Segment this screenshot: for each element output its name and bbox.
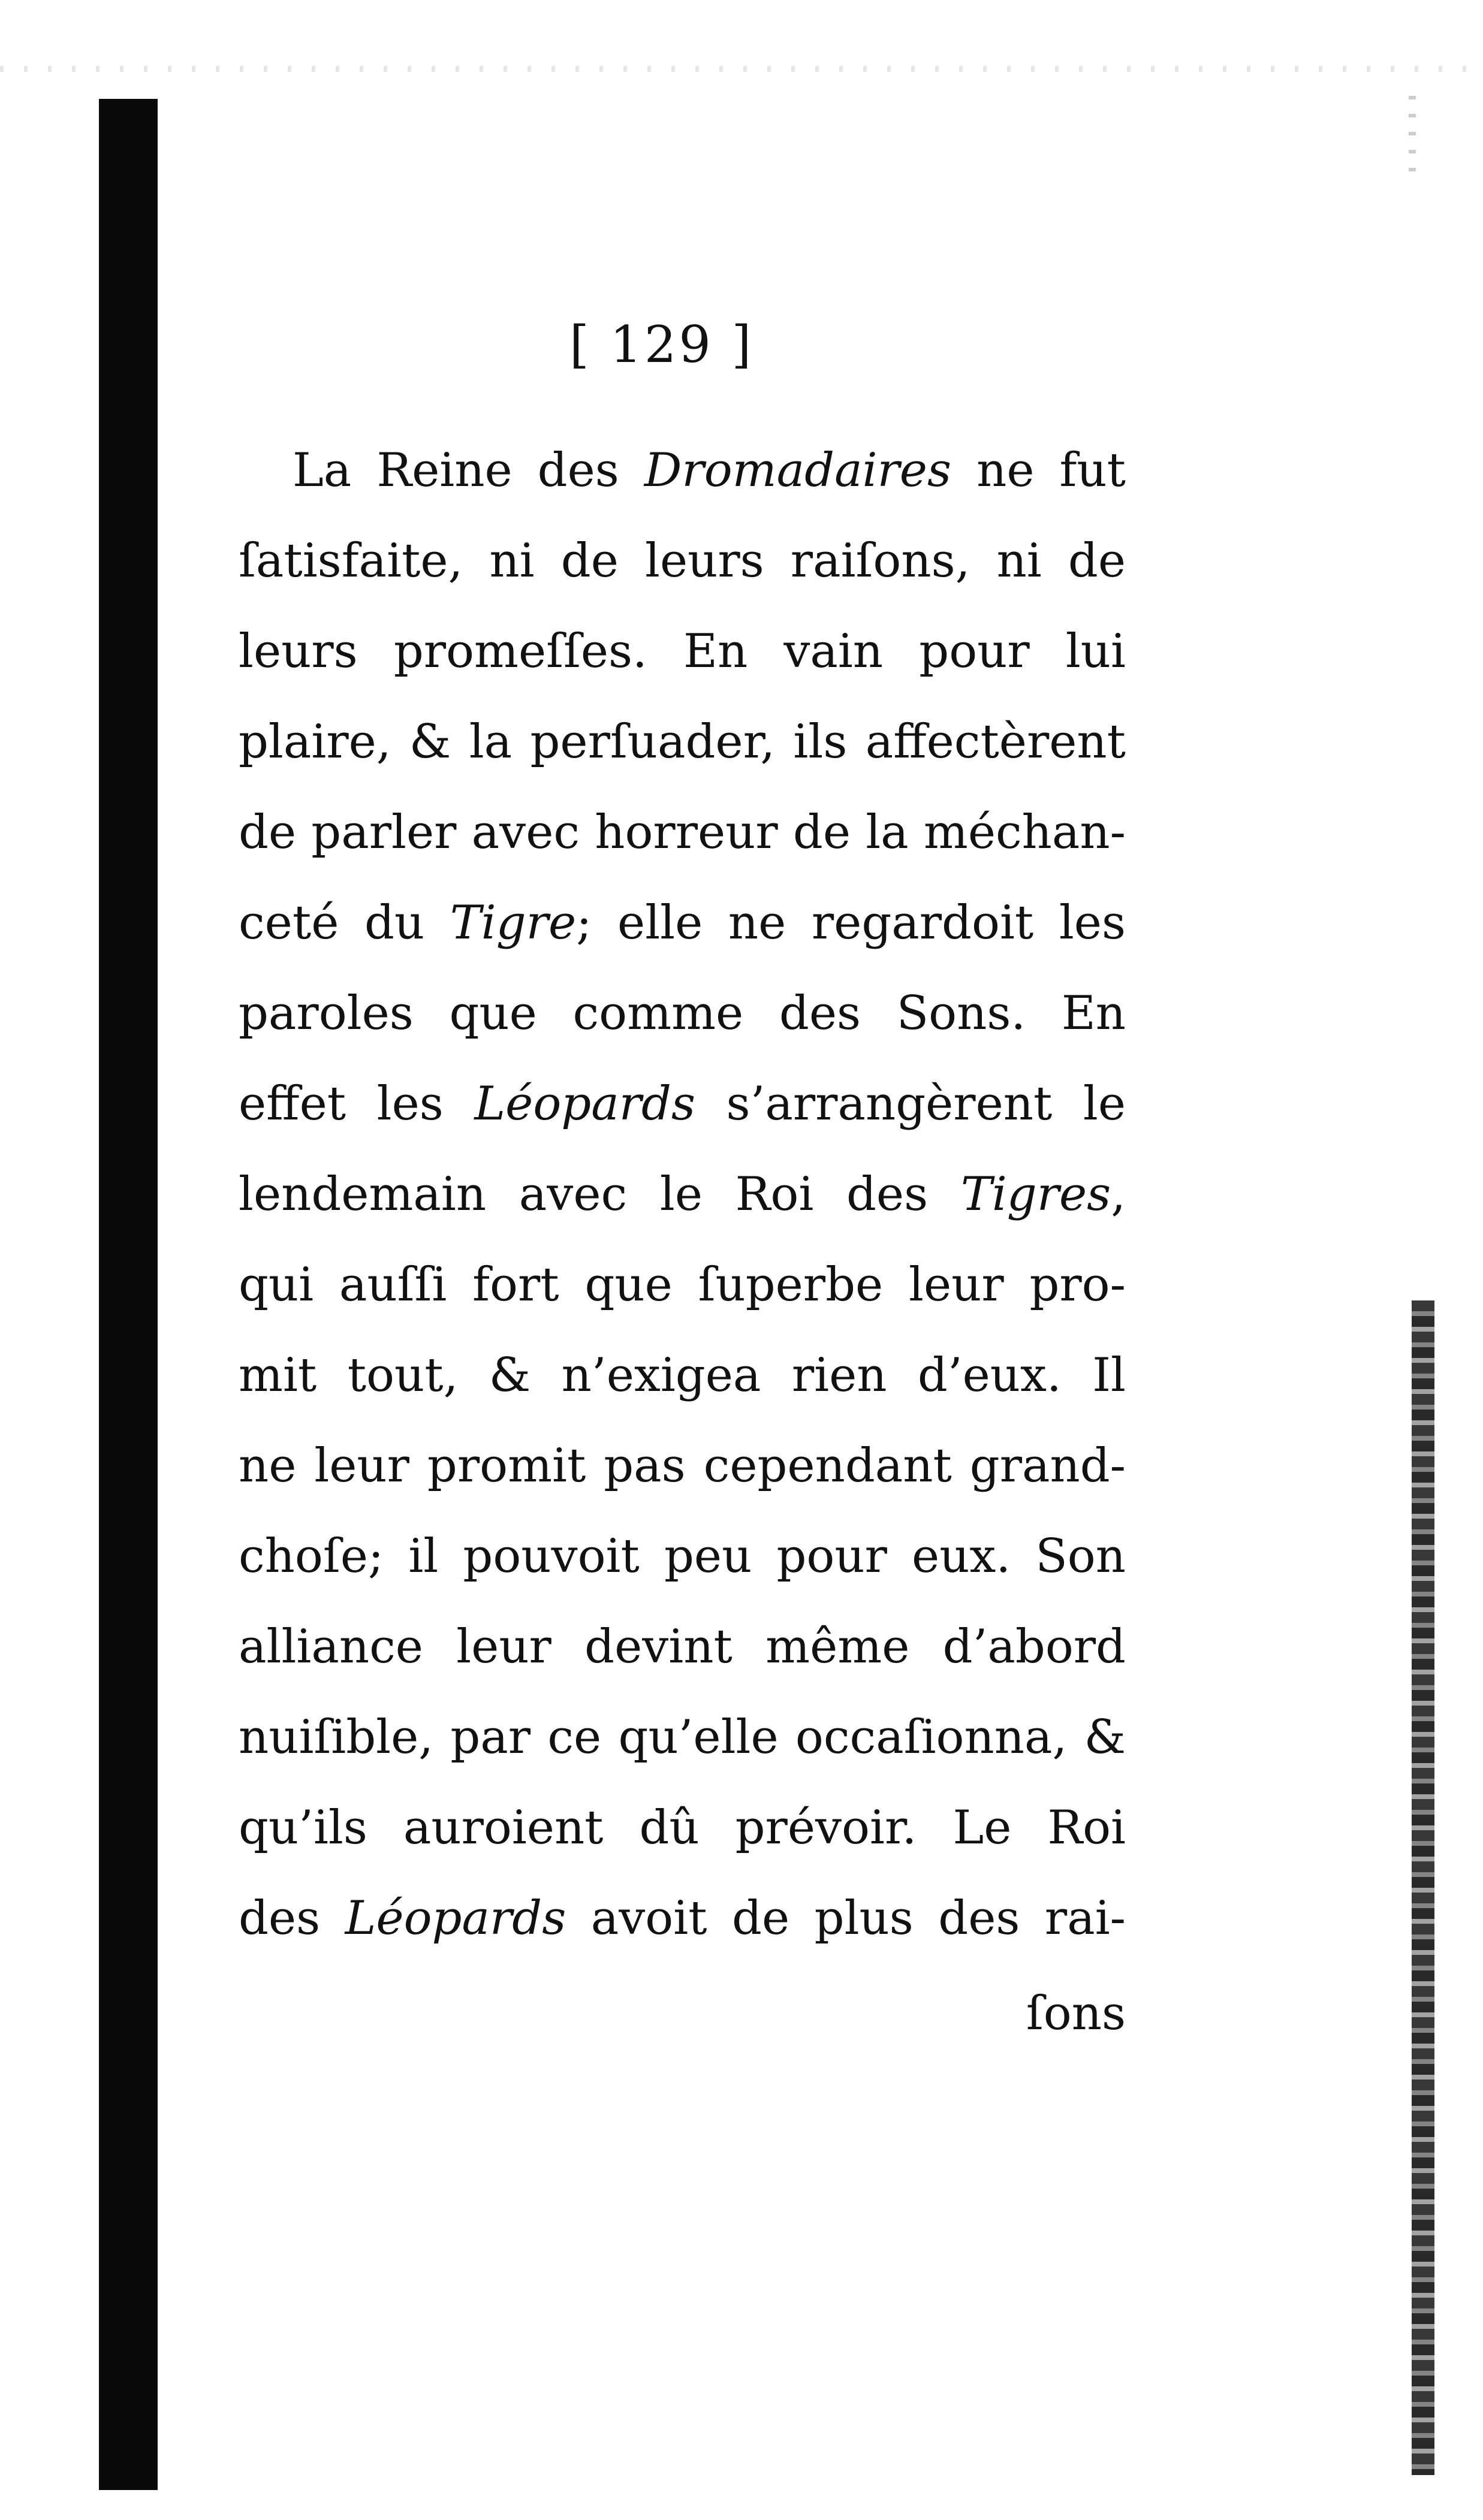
page-edge-marks-top bbox=[1409, 96, 1416, 186]
text-line: ceté du Tigre; elle ne regardoit les bbox=[239, 896, 1126, 950]
text-line: qui auſſi fort que ſuperbe leur pro- bbox=[239, 1258, 1126, 1312]
text-line: plaire, & la perſuader, ils affectèrent bbox=[239, 715, 1126, 769]
text-line: de parler avec horreur de la méchan- bbox=[239, 805, 1126, 859]
body-text bbox=[239, 425, 1126, 1964]
text-line: La Reine des Dromadaires ne fut bbox=[293, 443, 1126, 497]
catchword: ſons bbox=[1026, 1987, 1126, 2041]
text-line: effet les Léopards s’arrangèrent le bbox=[239, 1077, 1126, 1131]
text-line: paroles que comme des Sons. En bbox=[239, 986, 1126, 1040]
binding-shadow bbox=[99, 99, 158, 2490]
text-line: choſe; il pouvoit peu pour eux. Son bbox=[239, 1529, 1126, 1583]
text-line: lendemain avec le Roi des Tigres, bbox=[239, 1167, 1126, 1221]
page-number: [ 129 ] bbox=[569, 315, 754, 374]
page-edge-marks bbox=[1412, 1300, 1434, 2475]
scan-top-edge bbox=[0, 66, 1483, 72]
text-line: ſatisfaite, ni de leurs raiſons, ni de bbox=[239, 534, 1126, 588]
text-line: ne leur promit pas cependant grand- bbox=[239, 1439, 1126, 1493]
text-line: leurs promeſſes. En vain pour lui bbox=[239, 624, 1126, 678]
text-line: alliance leur devint même d’abord bbox=[239, 1620, 1126, 1674]
text-line: mit tout, & n’exigea rien d’eux. Il bbox=[239, 1348, 1126, 1402]
text-line: des Léopards avoit de plus des rai- bbox=[239, 1891, 1126, 1945]
text-line: qu’ils auroient dû prévoir. Le Roi bbox=[239, 1801, 1126, 1855]
text-line: nuiſible, par ce qu’elle occaſionna, & bbox=[239, 1710, 1126, 1764]
